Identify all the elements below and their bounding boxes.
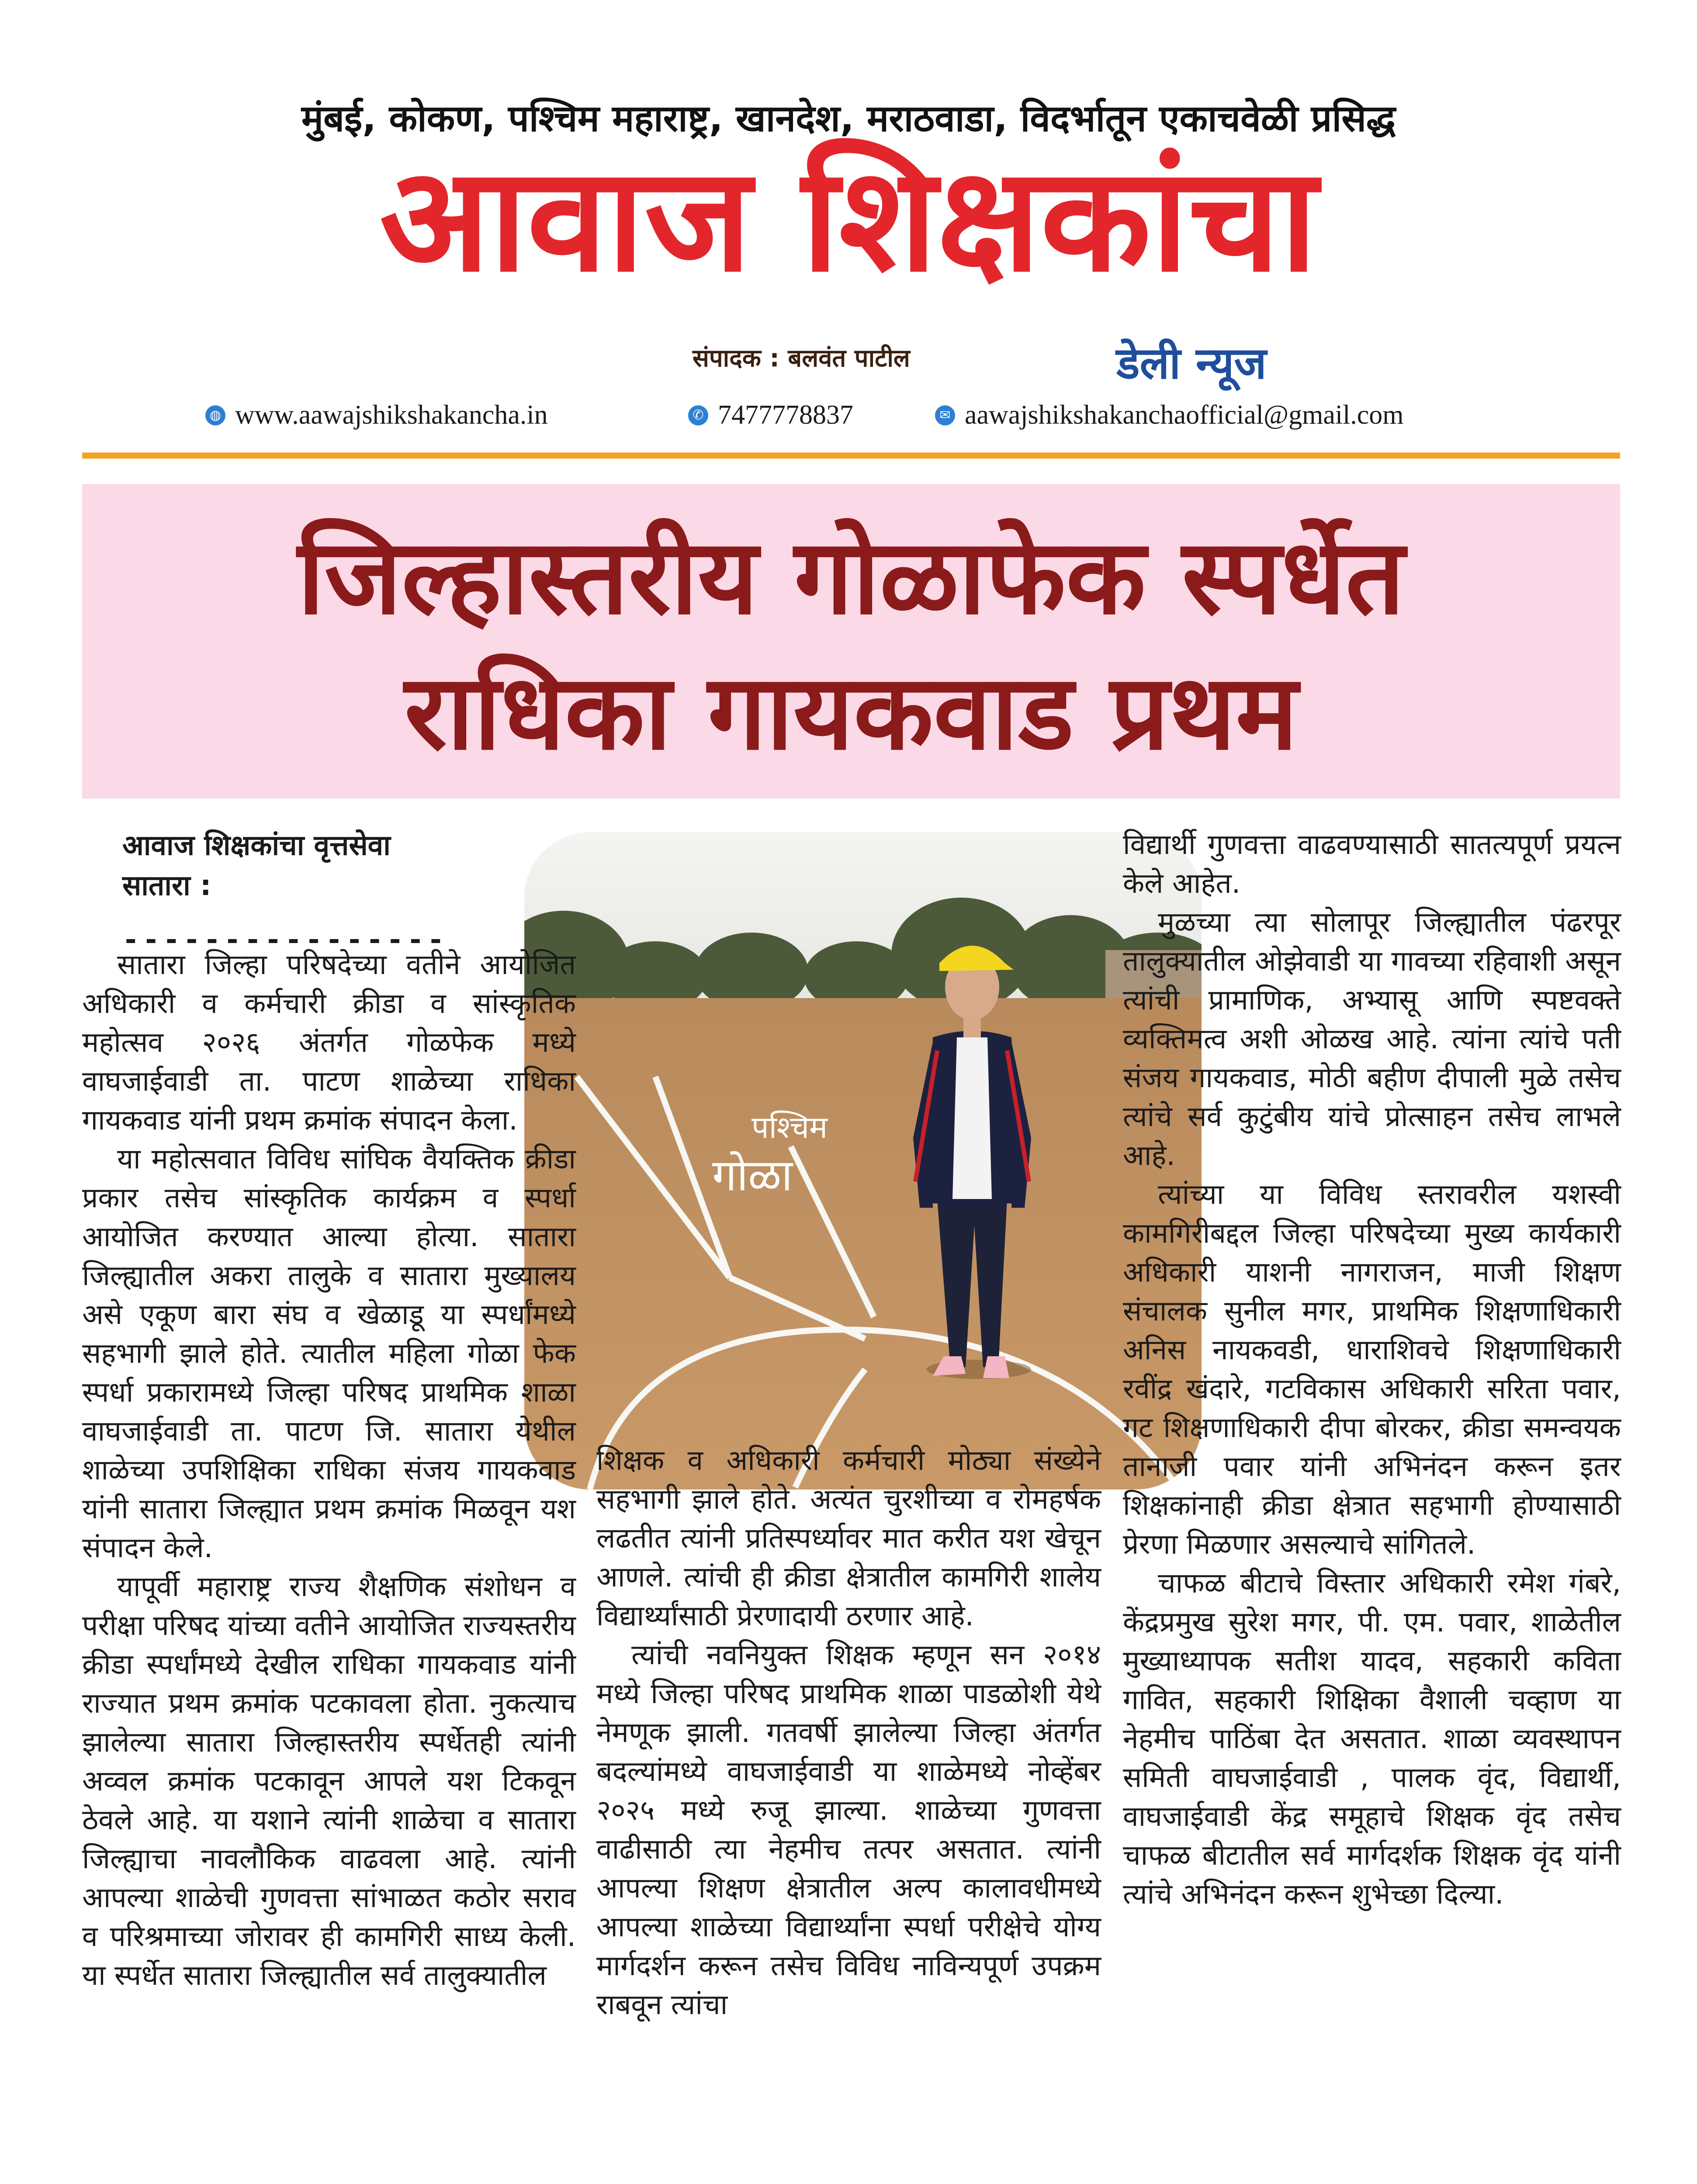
header-divider [82,453,1620,459]
phone-text: 7477778837 [718,400,853,430]
email-contact[interactable] [935,400,1404,431]
ground-label-top: पश्चिम [752,1109,828,1145]
dateline [122,826,391,906]
dateline-place: सातारा : [122,870,211,902]
paragraph: चाफळ बीटाचे विस्तार अधिकारी रमेश गंबरे, केंद्रप्रमुख सुरेश मगर, पी. एम. पवार, शाळेतील मुख्याध्यापक सतीश यादव, सहकारी कविता गावित, सहकारी शिक्षिका वैशाली चव्हाण या नेहमीच पाठिंबा देत असतात. शाळा व्यवस्थापन समिती वाघजाईवाडी , पालक वृंद, विद्यार्थी, वाघजाईवाडी केंद्र समूहाचे शिक्षक वृंद तसेच चाफळ बीटातील सर्व मार्गदर्शक शिक्षक वृंद यांनी त्यांचे अभिनंदन करून शुभेच्छा दिल्या. [1123,1567,1621,1911]
paragraph: त्यांची नवनियुक्त शिक्षक म्हणून सन २०१४ मध्ये जिल्हा परिषद प्राथमिक शाळा पाडळोशी येथे नेमणूक झाली. गतवर्षी झालेल्या जिल्हा अंतर्गत बदल्यांमध्ये वाघजाईवाडी या शाळेमध्ये नोव्हेंबर २०२५ मध्ये रुजू झाल्या. शाळेच्या गुणवत्ता वाढीसाठी त्या नेहमीच तत्पर असतात. त्यांनी आपल्या शिक्षण क्षेत्रातील अल्प कालावधीमध्ये आपल्या शाळेच्या विद्यार्थ्यांना स्पर्धा परीक्षेचे योग्य मार्गदर्शन करून तसेच विविध नाविन्यपूर्ण उपक्रम राबवून त्यांचा [596,1639,1101,2021]
masthead-title: आवाज शिक्षकांचा [379,136,1318,304]
globe-icon: ◍ [205,405,225,425]
article-column-3 [1123,826,1621,1914]
dateline-source: आवाज शिक्षकांचा वृत्तसेवा [122,829,391,862]
paragraph: त्यांच्या या विविध स्तरावरील यशस्वी कामगिरीबद्दल जिल्हा परिषदेच्या मुख्य कार्यकारी अधिकारी याशनी नागराजन, माजी शिक्षण संचालक सुनील मगर, प्राथमिक शिक्षणाधिकारी अनिस नायकवडी, धाराशिवचे शिक्षणाधिकारी रवींद्र खंदारे, गटविकास अधिकारी सरिता पवार, गट शिक्षणाधिकारी दीपा बोरकर, क्रीडा समन्वयक तानाजी पवार यांनी अभिनंदन करून इतर शिक्षकांनाही क्रीडा क्षेत्रात सहभागी होण्यासाठी प्रेरणा मिळणार असल्याचे सांगितले. [1123,1178,1621,1561]
email-text: aawajshikshakanchaofficial@gmail.com [965,400,1404,430]
article-photo [524,832,1202,1489]
paragraph: सातारा जिल्हा परिषदेच्या वतीने आयोजित अधिकारी व कर्मचारी क्रीडा व सांस्कृतिक महोत्सव २०२६ अंतर्गत गोळफेक मध्ये वाघजाईवाडी ता. पाटण शाळेच्या राधिका गायकवाड यांनी प्रथम क्रमांक संपादन केला. [82,949,576,1137]
headline-banner [82,484,1620,798]
website-contact[interactable] [205,400,548,431]
edition-label: डेली न्यूज [1116,338,1267,389]
phone-icon: ✆ [688,405,708,425]
headline-line-2: राधिका गायकवाड प्रथम [404,652,1298,773]
phone-contact[interactable] [688,400,853,431]
dateline-rule: ---------------- [122,924,448,956]
paragraph: या महोत्सवात विविध सांघिक वैयक्तिक क्रीडा प्रकार तसेच सांस्कृतिक कार्यक्रम व स्पर्धा आयोजित करण्यात आल्या होत्या. सातारा जिल्ह्यातील अकरा तालुके व सातारा मुख्यालय असे एकूण बारा संघ व खेळाडू या स्पर्धांमध्ये सहभागी झाले होते. त्यातील महिला गोळा फेक स्पर्धा प्रकारामध्ये जिल्हा परिषद प्राथमिक शाळा वाघजाईवाडी ता. पाटण जि. सातारा येथील शाळेच्या उपशिक्षिका राधिका संजय गायकवाड यांनी सातारा जिल्ह्यात प्रथम क्रमांक मिळवून यश संपादन केले. [82,1143,576,1564]
editor-line: संपादक : बलवंत पाटील [693,344,910,373]
ground-label-bottom: गोळा [712,1150,793,1201]
paragraph: शिक्षक व अधिकारी कर्मचारी मोठ्या संख्येने सहभागी झाले होते. अत्यंत चुरशीच्या व रोमहर्षक लढतीत त्यांनी प्रतिस्पर्ध्यावर मात करीत यश खेचून आणले. त्यांची ही क्रीडा क्षेत्रातील कामगिरी शालेय विद्यार्थ्यांसाठी प्रेरणादायी ठरणार आहे. [596,1444,1101,1632]
email-icon: ✉ [935,405,955,425]
paragraph: यापूर्वी महाराष्ट्र राज्य शैक्षणिक संशोधन व परीक्षा परिषद यांच्या वतीने आयोजित राज्यस्तरीय क्रीडा स्पर्धांमध्ये देखील राधिका गायकवाड यांनी राज्यात प्रथम क्रमांक पटकावला होता. नुकत्याच झालेल्या सातारा जिल्हास्तरीय स्पर्धेतही त्यांनी अव्वल क्रमांक पटकावून आपले यश टिकवून ठेवले आहे. या यशाने त्यांनी शाळेचा व सातारा जिल्ह्याचा नावलौकिक वाढवला आहे. त्यांनी आपल्या शाळेची गुणवत्ता सांभाळत कठोर सराव व परिश्रमाच्या जोरावर ही कामगिरी साध्य केली. या स्पर्धेत सातारा जिल्ह्यातील सर्व तालुक्यातील [82,1571,576,1992]
headline-line-1: जिल्हास्तरीय गोळाफेक स्पर्धेत [297,517,1405,638]
paragraph: मुळच्या त्या सोलापूर जिल्ह्यातील पंढरपूर तालुक्यातील ओझेवाडी या गावच्या रहिवाशी असून त्यांची प्रामाणिक, अभ्यासू आणि स्पष्टवक्ते व्यक्तिमत्व अशी ओळख आहे. त्यांना त्यांचे पती संजय गायकवाड, मोठी बहीण दीपाली मुळे तसेच त्यांचे सर्व कुटुंबीय यांचे प्रोत्साहन तसेच लाभले आहे. [1123,906,1621,1172]
website-text: www.aawajshikshakancha.in [235,400,548,430]
article-column-2 [596,1441,1101,2025]
tagline: मुंबई, कोकण, पश्चिम महाराष्ट्र, खानदेश, मराठवाडा, विदर्भातून एकाचवेळी प्रसिद्ध [301,97,1396,140]
sports-ground-photo [524,832,1202,1489]
article-column-1 [82,946,576,1995]
paragraph: विद्यार्थी गुणवत्ता वाढवण्यासाठी सातत्यपूर्ण प्रयत्न केले आहेत. [1123,829,1621,900]
